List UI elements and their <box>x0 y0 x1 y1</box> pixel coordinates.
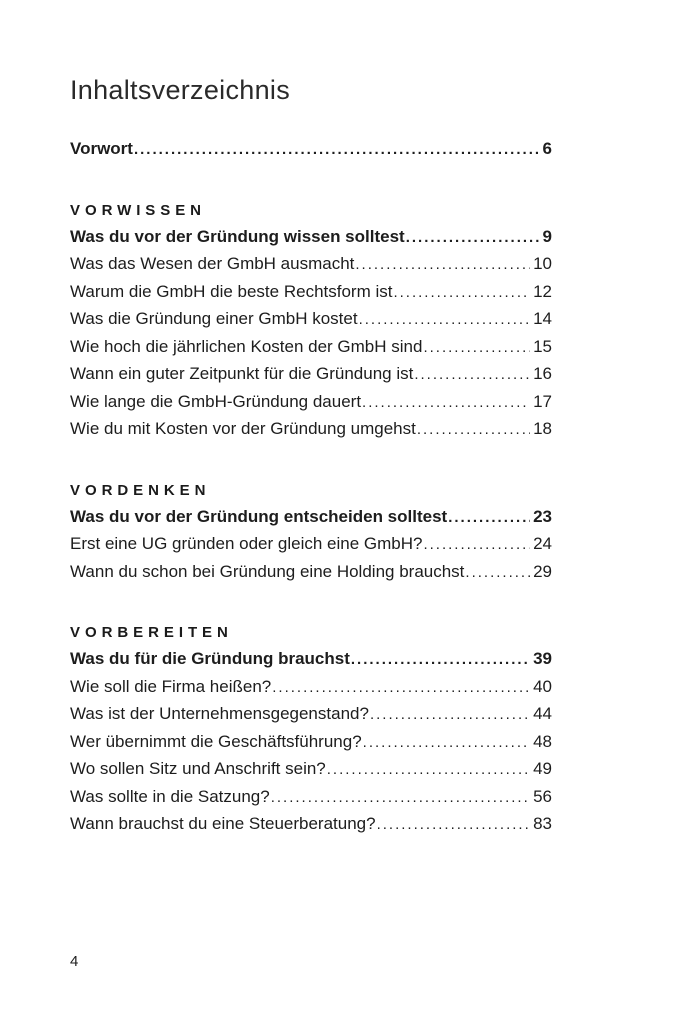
toc-entry[interactable] <box>70 674 552 702</box>
toc-entry[interactable] <box>70 334 552 362</box>
toc-entry-page: 83 <box>533 814 552 834</box>
toc-entry-title: Wann ein guter Zeitpunkt für die Gründung ist <box>70 364 414 384</box>
toc-content <box>70 0 552 839</box>
toc-entry-title: Warum die GmbH die beste Rechtsform ist <box>70 281 393 301</box>
dot-leader <box>406 224 540 252</box>
toc-entry-title: Was du vor der Gründung wissen solltest <box>70 226 405 246</box>
footer-page-number: 4 <box>70 953 79 970</box>
dot-leader <box>414 361 530 389</box>
dot-leader <box>359 306 531 334</box>
dot-leader <box>134 136 540 164</box>
toc-entry-title: Wie soll die Firma heißen? <box>70 676 272 696</box>
toc-section-vorbereiten <box>70 619 552 839</box>
dot-leader <box>327 756 530 784</box>
toc-entry-title: Was ist der Unternehmensgegenstand? <box>70 704 369 724</box>
dot-leader <box>271 784 530 812</box>
toc-entry-title: Wie lange die GmbH-Gründung dauert <box>70 391 362 411</box>
toc-entry[interactable] <box>70 361 552 389</box>
section-heading: VORBEREITEN <box>70 624 233 642</box>
toc-entry-title: Was du vor der Gründung entscheiden solltest <box>70 506 448 526</box>
dot-leader <box>377 811 531 839</box>
toc-entry-page: 29 <box>533 561 552 581</box>
dot-leader <box>465 559 530 587</box>
toc-lead-entry[interactable] <box>70 504 552 532</box>
toc-entry[interactable] <box>70 756 552 784</box>
dot-leader <box>423 334 530 362</box>
toc-entry[interactable] <box>70 279 552 307</box>
toc-entry-page: 40 <box>533 676 552 696</box>
toc-entry-page: 16 <box>533 364 552 384</box>
dot-leader <box>351 646 530 674</box>
toc-lead-entry[interactable] <box>70 224 552 252</box>
toc-lead-entry[interactable] <box>70 646 552 674</box>
toc-entry-page: 48 <box>533 731 552 751</box>
toc-entry-title: Wo sollen Sitz und Anschrift sein? <box>70 759 326 779</box>
toc-entry[interactable] <box>70 811 552 839</box>
toc-entry-page: 23 <box>533 506 552 526</box>
toc-section-vorwissen <box>70 197 552 444</box>
toc-entry[interactable] <box>70 531 552 559</box>
toc-entry-page: 44 <box>533 704 552 724</box>
toc-entry-title: Was das Wesen der GmbH ausmacht <box>70 254 355 274</box>
table-of-contents <box>70 136 552 839</box>
dot-leader <box>370 701 530 729</box>
toc-entry-title: Erst eine UG gründen oder gleich eine GmbH? <box>70 534 423 554</box>
toc-entry-page: 6 <box>542 139 552 159</box>
toc-entry[interactable] <box>70 559 552 587</box>
toc-entry-title: Was du für die Gründung brauchst <box>70 649 350 669</box>
dot-leader <box>417 416 530 444</box>
dot-leader <box>363 729 530 757</box>
toc-entry-page: 15 <box>533 336 552 356</box>
toc-entry-page: 12 <box>533 281 552 301</box>
dot-leader <box>423 531 530 559</box>
toc-entry[interactable] <box>70 784 552 812</box>
dot-leader <box>272 674 530 702</box>
page-title: Inhaltsverzeichnis <box>70 75 291 105</box>
toc-entry-page: 9 <box>542 226 552 246</box>
toc-entry-title: Wann du schon bei Gründung eine Holding brauchst <box>70 561 465 581</box>
toc-front-entry[interactable] <box>70 136 552 164</box>
toc-entry[interactable] <box>70 729 552 757</box>
toc-entry-title: Wie du mit Kosten vor der Gründung umgehst <box>70 419 416 439</box>
toc-entry-page: 24 <box>533 534 552 554</box>
toc-entry-page: 14 <box>533 309 552 329</box>
toc-entry[interactable] <box>70 306 552 334</box>
dot-leader <box>355 251 530 279</box>
section-heading: VORWISSEN <box>70 201 206 219</box>
toc-entry-page: 56 <box>533 786 552 806</box>
toc-section-vordenken <box>70 477 552 587</box>
toc-entry-page: 18 <box>533 419 552 439</box>
toc-entry-title: Was sollte in die Satzung? <box>70 786 270 806</box>
dot-leader <box>393 279 530 307</box>
toc-entry-title: Wer übernimmt die Geschäftsführung? <box>70 731 362 751</box>
dot-leader <box>362 389 530 417</box>
toc-entry-page: 39 <box>533 649 552 669</box>
toc-entry-page: 17 <box>533 391 552 411</box>
toc-entry-title: Wann brauchst du eine Steuerberatung? <box>70 814 376 834</box>
toc-entry[interactable] <box>70 701 552 729</box>
toc-entry[interactable] <box>70 251 552 279</box>
toc-entry-page: 10 <box>533 254 552 274</box>
dot-leader <box>448 504 530 532</box>
toc-entry-title: Was die Gründung einer GmbH kostet <box>70 309 358 329</box>
toc-entry[interactable] <box>70 416 552 444</box>
toc-entry[interactable] <box>70 389 552 417</box>
toc-entry-title: Wie hoch die jährlichen Kosten der GmbH sind <box>70 336 423 356</box>
toc-entry-page: 49 <box>533 759 552 779</box>
section-heading: VORDENKEN <box>70 481 211 499</box>
toc-entry-title: Vorwort <box>70 139 133 159</box>
